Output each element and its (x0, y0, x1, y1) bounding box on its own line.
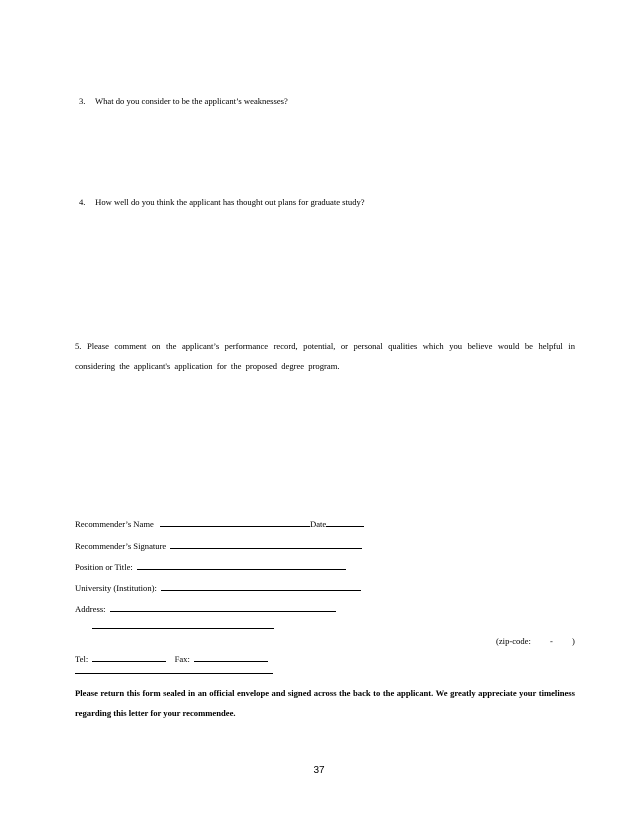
question-3 (79, 96, 288, 106)
position-row (75, 559, 346, 573)
fax-input[interactable] (194, 651, 268, 662)
extra-line[interactable] (75, 673, 273, 674)
return-instructions: Please return this form sealed in an official envelope and signed across the back to the applicant. We greatly appreciate your timeliness regarding this letter for your recommendee. (75, 688, 575, 718)
university-row (75, 580, 361, 594)
position-input[interactable] (137, 559, 346, 570)
page-number: 37 (313, 765, 325, 776)
university-label: University (Institution): (75, 583, 157, 593)
recommender-name-input[interactable] (160, 516, 310, 527)
position-label: Position or Title: (75, 562, 133, 572)
recommender-name-row (75, 516, 364, 530)
zip-code-dash: - (550, 636, 553, 646)
question-4-text: How well do you think the applicant has thought out plans for graduate study? (95, 197, 365, 207)
date-input[interactable] (326, 516, 364, 527)
question-5-number: 5. (75, 341, 82, 351)
question-3-number: 3. (79, 96, 86, 106)
tel-input[interactable] (92, 651, 166, 662)
question-3-text: What do you consider to be the applicant’s weaknesses? (95, 96, 288, 106)
signature-row (75, 538, 362, 552)
fax-label: Fax: (174, 654, 190, 664)
address-line-2[interactable] (92, 628, 274, 629)
address-row (75, 601, 336, 615)
question-5 (75, 336, 575, 376)
address-label: Address: (75, 604, 106, 614)
question-5-text: Please comment on the applicant’s performance record, potential, or personal qualities which you believe would be helpful in considering the applicant's application for the proposed degree program. (75, 341, 575, 371)
date-label: Date (310, 519, 327, 529)
question-4 (79, 197, 365, 207)
question-4-number: 4. (79, 197, 86, 207)
zip-code-label: (zip-code: (496, 636, 531, 646)
university-input[interactable] (161, 580, 361, 591)
signature-input[interactable] (170, 538, 362, 549)
tel-fax-row (75, 651, 268, 665)
recommender-name-label: Recommender’s Name (75, 519, 154, 529)
tel-label: Tel: (75, 654, 89, 664)
address-input[interactable] (110, 601, 336, 612)
signature-label: Recommender’s Signature (75, 541, 167, 551)
zip-code-close: ) (572, 636, 575, 646)
